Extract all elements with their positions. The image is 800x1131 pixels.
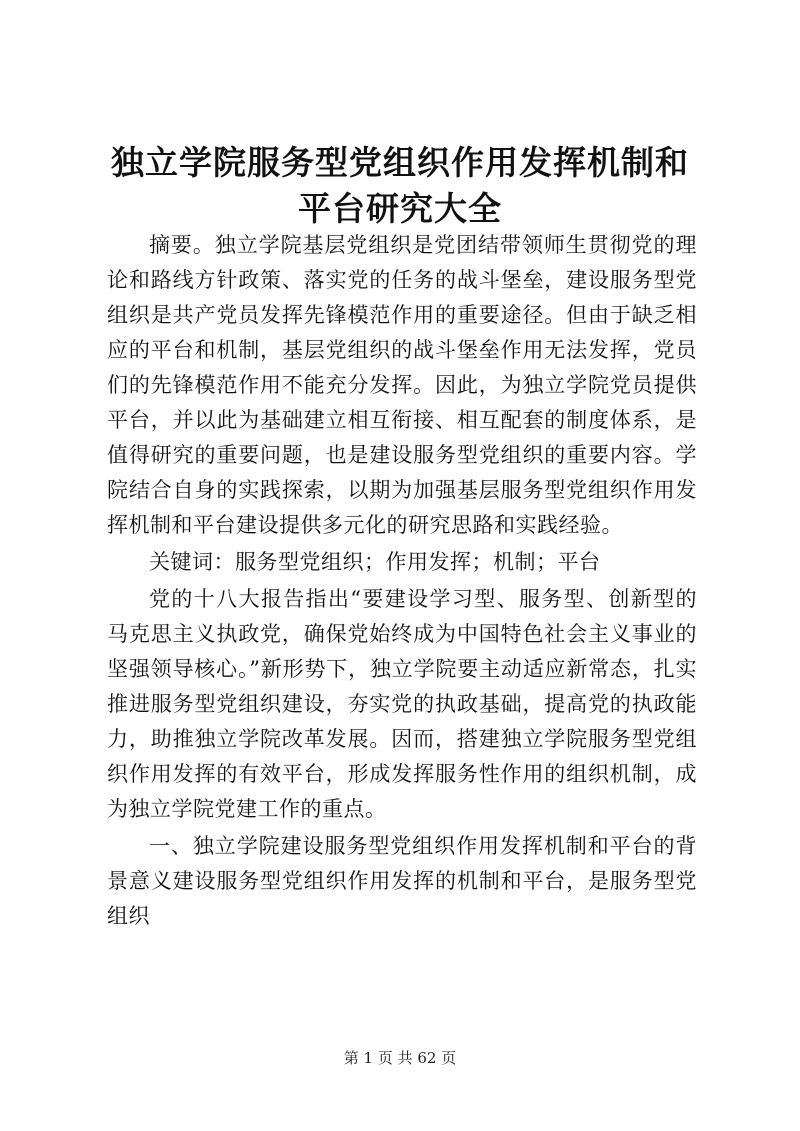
document-body xyxy=(107,228,697,934)
section-one-paragraph: 一、独立学院建设服务型党组织作用发挥机制和平台的背景意义建设服务型党组织作用发挥的机制和平台，是服务型党组织 xyxy=(107,834,697,928)
abstract-paragraph: 摘要。独立学院基层党组织是党团结带领师生贯彻党的理论和路线方针政策、落实党的任务的战斗堡垒，建设服务型党组织是共产党员发挥先锋模范作用的重要途径。但由于缺乏相应的平台和机制，基层党组织的战斗堡垒作用无法发挥，党员们的先锋模范作用不能充分发挥。因此，为独立学院党员提供平台，并以此为基础建立相互衔接、相互配套的制度体系，是值得研究的重要问题，也是建设服务型党组织的重要内容。学院结合自身的实践探索，以期为加强基层服务型党组织作用发挥机制和平台建设提供多元化的研究思路和实践经验。 xyxy=(107,233,697,537)
page-footer: 第 1 页 共 62 页 xyxy=(343,1049,457,1067)
keywords-paragraph: 关键词：服务型党组织；作用发挥；机制；平台 xyxy=(149,550,601,574)
document-title: 独立学院服务型党组织作用发挥机制和平台研究大全 xyxy=(111,143,689,228)
intro-paragraph: 党的十八大报告指出“要建设学习型、服务型、创新型的马克思主义执政党，确保党始终成为中国特色社会主义事业的坚强领导核心。”新形势下，独立学院要主动适应新常态，扎实推进服务型党组织建设，夯实党的执政基础，提高党的执政能力，助推独立学院改革发展。因而，搭建独立学院服务型党组织作用发挥的有效平台，形成发挥服务性作用的组织机制，成为独立学院党建工作的重点。 xyxy=(107,587,697,821)
